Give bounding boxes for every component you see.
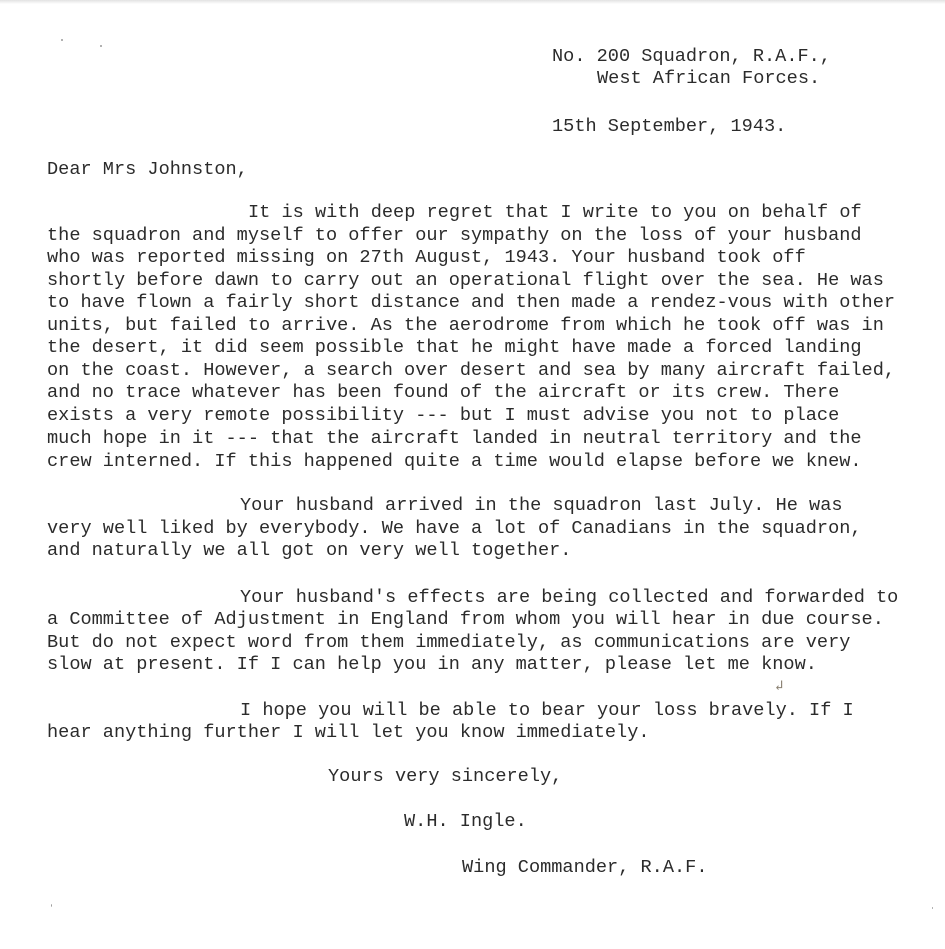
paragraph-line: Your husband's effects are being collected and forwarded to <box>240 587 899 608</box>
letter-date: 15th September, 1943. <box>552 116 787 137</box>
signature-title: Wing Commander, R.A.F. <box>462 857 708 878</box>
paragraph-line: units, but failed to arrive. As the aerodrome from which he took off was in <box>47 315 884 336</box>
paragraph-line: to have flown a fairly short distance and then made a rendez-vous with other <box>47 292 896 313</box>
paragraph-line: crew interned. If this happened quite a time would elapse before we knew. <box>47 451 862 472</box>
signature-name: W.H. Ingle. <box>404 811 527 832</box>
paragraph-line: on the coast. However, a search over desert and sea by many aircraft failed, <box>47 360 896 381</box>
paragraph-line: and naturally we all got on very well together. <box>47 540 572 561</box>
paragraph-line: and no trace whatever has been found of the aircraft or its crew. There <box>47 382 840 403</box>
paragraph-line: the desert, it did seem possible that he might have made a forced landing <box>47 337 862 358</box>
paragraph-line: the squadron and myself to offer our sympathy on the loss of your husband <box>47 225 862 246</box>
paragraph-line: Your husband arrived in the squadron last July. He was <box>240 495 843 516</box>
paragraph-line: It is with deep regret that I write to you on behalf of <box>248 202 862 223</box>
paragraph-line: much hope in it --- that the aircraft landed in neutral territory and the <box>47 428 862 449</box>
sender-address-line-2: West African Forces. <box>597 68 821 89</box>
paragraph-line: exists a very remote possibility --- but I must advise you not to place <box>47 405 840 426</box>
sender-address-line-1: No. 200 Squadron, R.A.F., <box>552 46 831 67</box>
page-top-edge-shadow <box>0 0 945 4</box>
paragraph-line: hear anything further I will let you know immediately. <box>47 722 650 743</box>
paragraph-line: very well liked by everybody. We have a lot of Canadians in the squadron, <box>47 518 862 539</box>
paper-speck <box>100 45 102 47</box>
closing: Yours very sincerely, <box>328 766 563 787</box>
paragraph-line: a Committee of Adjustment in England from whom you will hear in due course. <box>47 609 884 630</box>
salutation: Dear Mrs Johnston, <box>47 159 248 180</box>
paragraph-line: But do not expect word from them immediately, as communications are very <box>47 632 851 653</box>
ink-smudge-mark: ↲ <box>775 679 784 695</box>
paragraph-line: I hope you will be able to bear your loss bravely. If I <box>240 700 854 721</box>
paper-speck <box>932 907 933 909</box>
paragraph-line: slow at present. If I can help you in any matter, please let me know. <box>47 654 817 675</box>
paper-speck <box>61 39 63 41</box>
paper-speck <box>51 904 52 907</box>
paragraph-line: who was reported missing on 27th August, 1943. Your husband took off <box>47 247 806 268</box>
paragraph-line: shortly before dawn to carry out an operational flight over the sea. He was <box>47 270 884 291</box>
